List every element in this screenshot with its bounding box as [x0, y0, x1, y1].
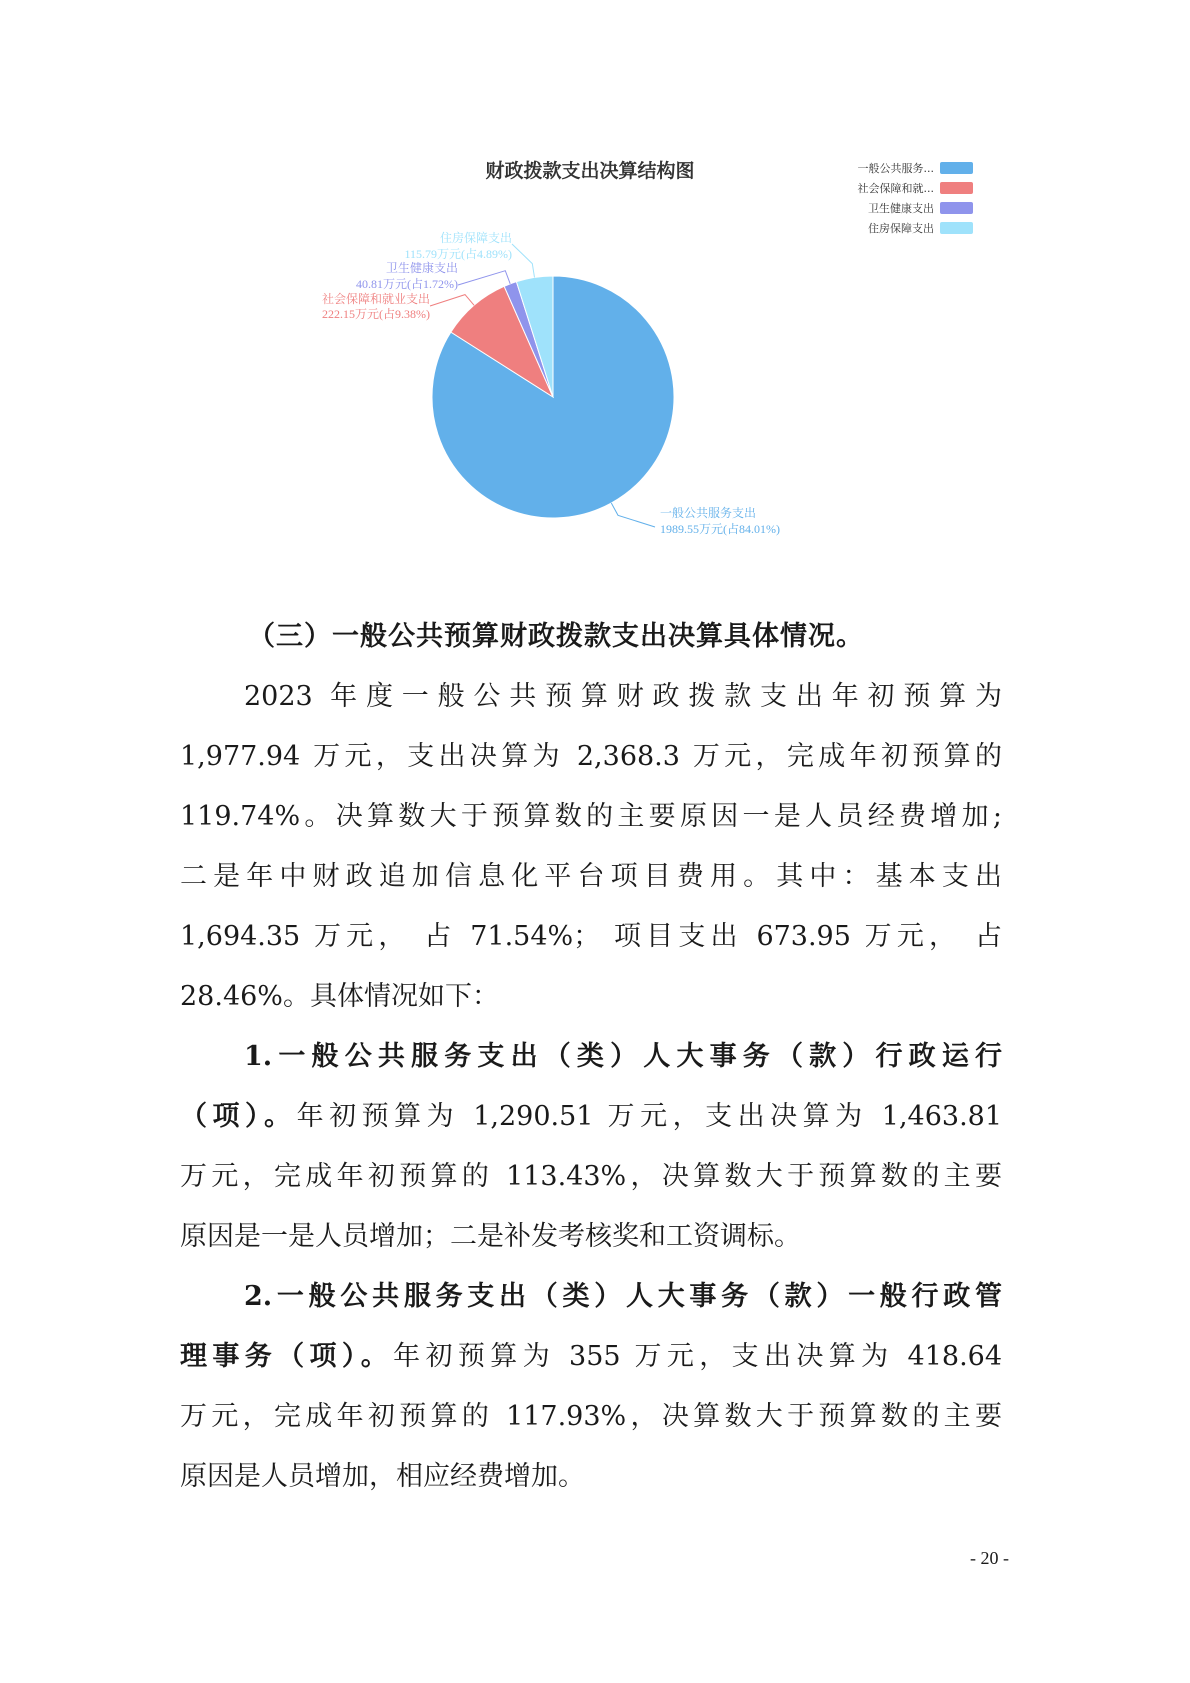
chart-legend: [858, 161, 974, 235]
legend-swatch: [940, 162, 973, 174]
paragraph-line: [180, 1337, 1002, 1377]
paragraph-line: 万元，完成年初预算的 117.93%，决算数大于预算数的主要: [180, 1401, 1002, 1432]
label-leader-line: [512, 244, 535, 277]
section-heading: （三）一般公共预算财政拨款支出决算具体情况。: [248, 621, 864, 652]
paragraph-line: 原因是一是人员增加；二是补发考核奖和工资调标。: [180, 1221, 801, 1252]
legend-label: 卫生健康支出: [868, 202, 934, 215]
paragraph-line: 28.46%。具体情况如下：: [180, 981, 499, 1012]
paragraph-line: 1,977.94 万元，支出决算为 2,368.3 万元，完成年初预算的: [180, 741, 1002, 772]
legend-item-general-public-services[interactable]: [858, 161, 974, 175]
slice-value-label: 40.81万元(占1.72%): [356, 277, 458, 291]
item-1-text: 年初预算为 1,290.51 万元，支出决算为 1,463.81: [296, 1101, 1003, 1132]
slice-label: 住房保障支出: [439, 231, 512, 245]
slice-label: 卫生健康支出: [385, 261, 458, 275]
label-leader-line: [458, 271, 510, 285]
paragraph-line: 1,694.35 万元， 占 71.54%； 项目支出 673.95 万元， 占: [180, 921, 1002, 952]
item-2-text: 年初预算为 355 万元，支出决算为 418.64: [393, 1341, 1003, 1372]
legend-label: 社会保障和就...: [857, 182, 934, 195]
page-number: - 20 -: [970, 1548, 1009, 1568]
legend-label: 住房保障支出: [868, 222, 934, 235]
chart-title: 财政拨款支出决算结构图: [485, 160, 695, 182]
legend-item-housing[interactable]: [868, 221, 973, 235]
item-2-heading: 2.一般公共服务支出（类）人大事务（款）一般行政管: [244, 1281, 1002, 1312]
pie-slices: [432, 276, 674, 518]
slice-label: 社会保障和就业支出: [321, 292, 430, 306]
paragraph-line: 119.74%。决算数大于预算数的主要原因一是人员经费增加;: [180, 801, 1002, 832]
legend-swatch: [940, 202, 973, 214]
slice-value-label: 115.79万元(占4.89%): [404, 247, 512, 261]
legend-swatch: [940, 182, 973, 194]
item-2-heading-end: 理事务（项）。: [180, 1341, 394, 1372]
slice-value-label: 222.15万元(占9.38%): [322, 307, 430, 321]
legend-label: 一般公共服务...: [857, 162, 934, 175]
label-leader-line: [430, 295, 474, 306]
label-leader-line: [611, 503, 655, 527]
paragraph-line: 二是年中财政追加信息化平台项目费用。其中：基本支出: [180, 861, 1002, 892]
legend-swatch: [940, 222, 973, 234]
item-1-heading: 1.一般公共服务支出（类）人大事务（款）行政运行: [244, 1041, 1002, 1072]
paragraph-line: 原因是人员增加，相应经费增加。: [180, 1461, 585, 1492]
item-1-heading-end: （项）。: [180, 1101, 297, 1132]
slice-label: 一般公共服务支出: [660, 506, 757, 520]
paragraph-line: [180, 1097, 1002, 1137]
legend-item-social-security[interactable]: [858, 181, 974, 195]
legend-item-health[interactable]: [868, 201, 973, 215]
paragraph-line: 2023 年度一般公共预算财政拨款支出年初预算为: [244, 681, 1002, 712]
paragraph-line: 万元，完成年初预算的 113.43%，决算数大于预算数的主要: [180, 1161, 1002, 1192]
pie-chart: [0, 0, 1190, 560]
slice-value-label: 1989.55万元(占84.01%): [660, 522, 780, 536]
